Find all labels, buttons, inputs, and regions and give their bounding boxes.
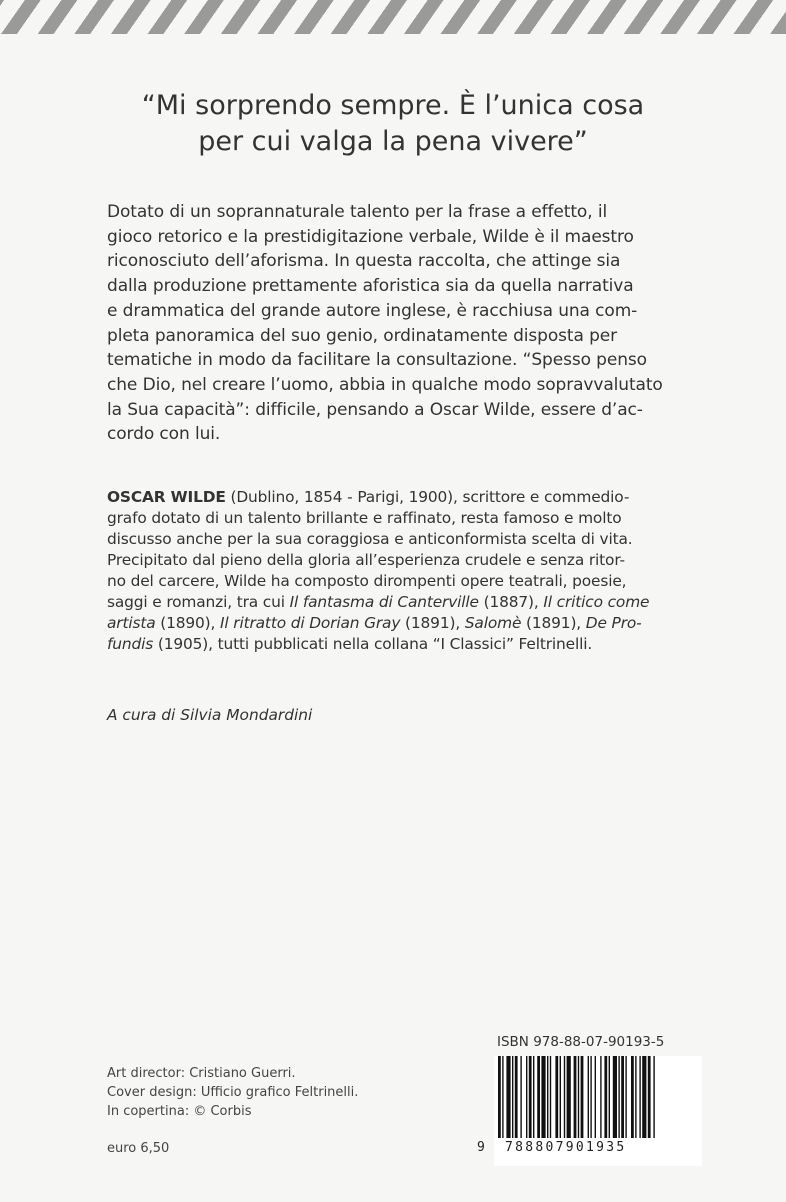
description-line: gioco retorico e la prestidigitazione verbale, Wilde è il maestro: [107, 226, 634, 247]
isbn-label: ISBN 978-88-07-90193-5: [497, 1034, 665, 1050]
description-line: riconosciuto dell’aforisma. In questa raccolta, che attinge sia: [107, 251, 621, 272]
book-title: fundis: [107, 635, 154, 653]
book-title: Salomè: [464, 614, 522, 632]
barcode-number: 788807901935: [505, 1140, 627, 1155]
description-line: tematiche in modo da facilitare la consultazione. “Spesso penso: [107, 350, 647, 371]
description-line: che Dio, nel creare l’uomo, abbia in qualche modo sopravvalutato: [107, 374, 663, 395]
book-title: Il fantasma di Canterville: [289, 593, 479, 611]
description-line: cordo con lui.: [107, 424, 221, 445]
description-line: pleta panoramica del suo genio, ordinatamente disposta per: [107, 325, 618, 346]
author-biography: [107, 487, 705, 655]
description-line: la Sua capacità”: difficile, pensando a Oscar Wilde, essere d’ac-: [107, 399, 643, 420]
barcode-first-digit: 9: [477, 1140, 485, 1155]
book-title: artista: [107, 614, 156, 632]
production-credits: [107, 1064, 358, 1121]
bio-line: fundis (1905), tutti pubblicati nella collana “I Classici” Feltrinelli.: [107, 635, 593, 653]
author-name: OSCAR WILDE: [107, 488, 226, 506]
bio-line: artista (1890), Il ritratto di Dorian Gray (1891), Salomè (1891), De Pro-: [107, 614, 642, 632]
bio-line: saggi e romanzi, tra cui Il fantasma di Canterville (1887), Il critico come: [107, 593, 650, 611]
curator-credit: A cura di Silvia Mondardini: [107, 706, 313, 724]
cover-image-credit: In copertina: © Corbis: [107, 1104, 252, 1119]
book-description: [107, 200, 701, 447]
cover-quote: [60, 88, 726, 160]
book-title: Il ritratto di Dorian Gray: [220, 614, 401, 632]
book-title: De Pro-: [585, 614, 642, 632]
barcode-bars: [494, 1056, 702, 1138]
cover-design-credit: Cover design: Ufficio grafico Feltrinelli.: [107, 1085, 359, 1100]
quote-line-2: per cui valga la pena vivere”: [198, 126, 588, 157]
bio-line: discusso anche per la sua coraggiosa e anticonformista scelta di vita.: [107, 530, 633, 548]
bio-line: grafo dotato di un talento brillante e raffinato, resta famoso e molto: [107, 509, 622, 527]
quote-line-1: “Mi sorprendo sempre. È l’unica cosa: [141, 90, 645, 121]
bio-line: OSCAR WILDE (Dublino, 1854 - Parigi, 1900), scrittore e commedio-: [107, 488, 630, 506]
description-line: Dotato di un soprannaturale talento per la frase a effetto, il: [107, 202, 608, 222]
description-line: e drammatica del grande autore inglese, è racchiusa una com-: [107, 300, 638, 321]
bio-line: no del carcere, Wilde ha composto dirompenti opere teatrali, poesie,: [107, 572, 627, 590]
art-director-credit: Art director: Cristiano Guerri.: [107, 1066, 296, 1081]
bio-line: Precipitato dal pieno della gloria all’esperienza crudele e senza ritor-: [107, 551, 625, 569]
price-label: euro 6,50: [107, 1141, 170, 1156]
description-line: dalla produzione prettamente aforistica sia da quella narrativa: [107, 276, 634, 297]
striped-top-border: [0, 0, 786, 34]
book-title: Il critico come: [543, 593, 650, 611]
